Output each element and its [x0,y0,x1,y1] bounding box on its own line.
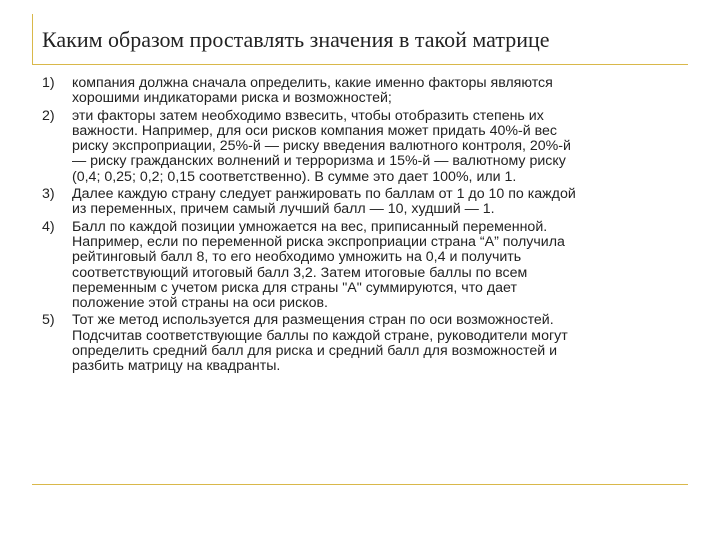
footer-divider-rule [32,484,688,485]
list-item-number: 4) [42,218,55,235]
list-item-number: 3) [42,186,55,203]
list-item-number: 5) [42,312,55,329]
list-item [42,220,684,312]
list-item-text: эти факторы затем необходимо взвесить, чтобы отобразить степень их важности. Например, для оси рисков компания может придать 40%-й вес риску экспроприации, 25%-й — риску введения валютного контроля, 20%-й — риску гражданских волнений и терроризма и 15%-й — валютному риску (0,4; 0,25; 0,2; 0,15 соответственно). В сумме это дает 100%, или 1. [72,107,571,185]
slide-title: Каким образом проставлять значения в такой матрице [42,27,550,52]
title-accent-vertical-rule [32,14,33,64]
numbered-list [42,76,684,377]
list-item-text: Балл по каждой позиции умножается на вес, приписанный переменной. Например, если по переменной риска экспроприации страна “А” получила рейтинговый балл 8, то его необходимо умножить на 0,4 и получить соответствующий итоговый балл 3,2. Затем итоговые баллы по всем переменным с учетом риска для страны "А" суммируются, что дает положение этой страны на оси рисков. [72,218,565,312]
list-item-number: 1) [42,75,55,91]
list-item [42,76,684,107]
list-item [42,187,684,218]
list-item-text: Далее каждую страну следует ранжировать по баллам от 1 до 10 по каждой из переменных, причем самый лучший балл — 10, худший — 1. [72,186,576,218]
list-item-number: 2) [42,107,55,124]
title-divider-rule [32,64,688,65]
list-item [42,109,684,185]
list-item-text: Тот же метод используется для размещения стран по оси возможностей. Подсчитав соответствующие баллы по каждой стране, руководители могут определить средний балл для риска и средний балл для возможностей и разбить матрицу на квадранты. [72,312,568,375]
list-item-text: компания должна сначала определить, какие именно факторы являются хорошими индикаторами риска и возможностей; [72,75,553,107]
list-item [42,313,684,374]
